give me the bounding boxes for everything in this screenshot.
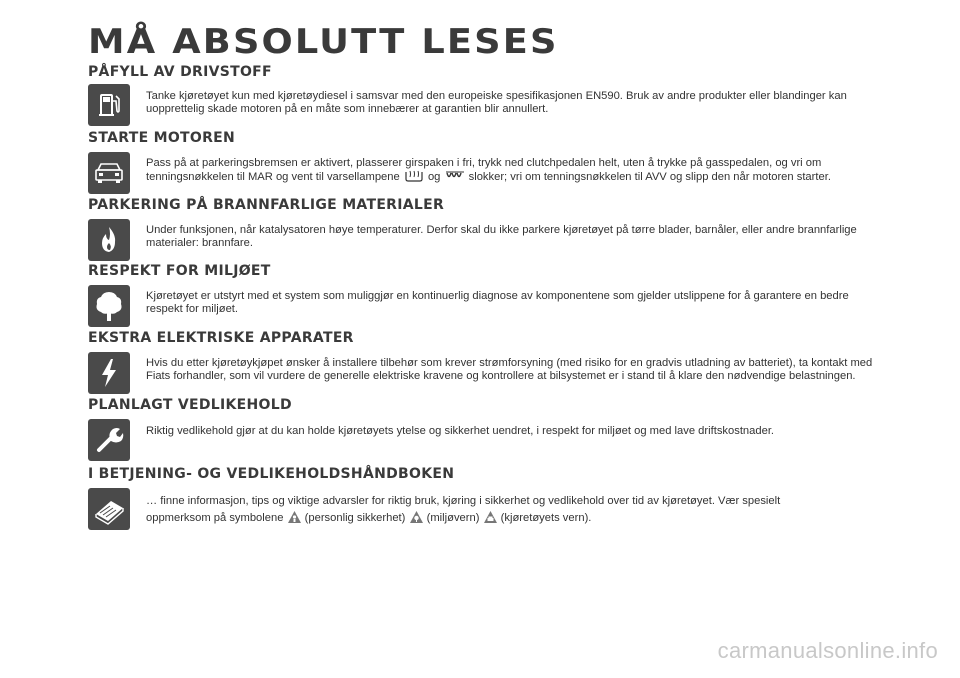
preheating-warning-icon xyxy=(444,170,466,187)
section-fuel xyxy=(88,64,888,134)
fire-icon xyxy=(88,219,130,261)
wrench-icon xyxy=(88,419,130,461)
section-text-part: og xyxy=(427,171,441,183)
section-text: Tanke kjøretøyet kun med kjøretøydiesel i samsvar med den europeiske spesifikasjonen EN590. Bruk av andre produkter eller blandinger kan uopprettelig skade motoren på en måte som innebærer at garantien blir annullert. xyxy=(146,90,847,115)
car-icon xyxy=(88,152,130,194)
section-text: Kjøretøyet er utstyrt med et system som muliggjør en kontinuerlig diagnose av komponentene som gjelder utslippene for å garantere en bedre respekt for miljøet. xyxy=(146,290,849,315)
section-start-engine xyxy=(88,130,888,200)
section-parking-flammable xyxy=(88,197,888,267)
book-icon xyxy=(88,488,130,530)
section-heading: I BETJENING- OG VEDLIKEHOLDSHÅNDBOKEN xyxy=(88,466,455,482)
section-text: Riktig vedlikehold gjør at du kan holde kjøretøyets ytelse og sikkerhet uendret, i respekt for miljøet og med lave driftskostnader. xyxy=(146,425,775,437)
section-text-part: slokker; vri om tenningsnøkkelen til AVV og slipp den når motoren starter. xyxy=(468,171,831,183)
lightning-icon xyxy=(88,352,130,394)
section-heading: PÅFYLL AV DRIVSTOFF xyxy=(88,64,272,80)
section-text-part: (personlig sikkerhet) xyxy=(304,512,406,524)
section-text-part: (kjøretøyets vern). xyxy=(500,512,592,524)
fuel-pump-icon xyxy=(88,84,130,126)
environment-warning-icon xyxy=(409,510,424,530)
section-heading: EKSTRA ELEKTRISKE APPARATER xyxy=(88,330,354,346)
section-environment xyxy=(88,263,888,333)
section-text xyxy=(146,493,846,530)
section-maintenance xyxy=(88,397,888,467)
personal-safety-warning-icon xyxy=(287,510,302,530)
section-manual xyxy=(88,466,888,536)
glow-plug-warning-icon xyxy=(403,170,425,187)
section-heading: PARKERING PÅ BRANNFARLIGE MATERIALER xyxy=(88,197,445,213)
section-electrical xyxy=(88,330,888,400)
section-heading: PLANLAGT VEDLIKEHOLD xyxy=(88,397,292,413)
section-heading: RESPEKT FOR MILJØET xyxy=(88,263,271,279)
watermark: carmanualsonline.info xyxy=(717,638,938,663)
tree-icon xyxy=(88,285,130,327)
section-text xyxy=(146,157,888,187)
section-text-part: Pass på at parkeringsbremsen er aktivert, plasserer girspaken i fri, trykk ned clutchpedalen helt, uten å trykke på gasspedalen, og vri om tenningsnøkkelen til MAR og vent til varsellampene xyxy=(146,157,822,183)
section-text-part: (miljøvern) xyxy=(426,512,480,524)
section-heading: STARTE MOTOREN xyxy=(88,130,236,146)
vehicle-protection-warning-icon xyxy=(483,510,498,530)
section-text: Under funksjonen, når katalysatoren høye temperaturer. Derfor skal du ikke parkere kjøretøyet på tørre blader, barnåler, eller andre brannfarlige materialer: brannfare. xyxy=(146,224,857,249)
section-text: Hvis du etter kjøretøykjøpet ønsker å installere tilbehør som krever strømforsyning (med risiko for en gradvis utladning av batteriet), ta kontakt med Fiats forhandler, som vil vurdere de generelle elektriske kravene og kontrollere at bilsystemet er i stand til å klare den nødvendige belastningen. xyxy=(146,357,873,382)
section-text-part: … finne informasjon, tips og viktige advarsler for riktig bruk, kjøring i sikkerhet og vedlikehold over tid av kjøretøyet. Vær spesielt oppmerksom på symbolene xyxy=(146,495,781,524)
page-title: MÅ ABSOLUTT LESES xyxy=(88,22,559,62)
